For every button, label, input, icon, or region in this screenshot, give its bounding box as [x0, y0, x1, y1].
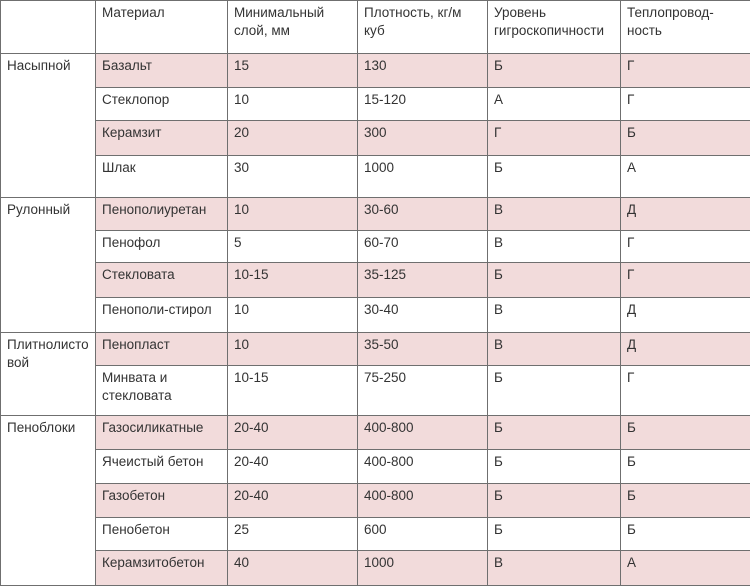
table-cell: Г [621, 54, 750, 88]
table-cell: В [488, 231, 621, 263]
table-cell: Керамзитобетон [96, 551, 228, 586]
table-cell: 20-40 [228, 484, 358, 518]
table-cell: В [488, 198, 621, 231]
group-cell: Насыпной [1, 54, 96, 198]
header-cell: Материал [96, 1, 228, 54]
table-cell: 20-40 [228, 450, 358, 484]
group-cell: Плитнолистовой [1, 333, 96, 416]
table-cell: А [621, 156, 750, 198]
table-cell: 300 [358, 121, 488, 156]
header-cell: Теплопровод-ность [621, 1, 750, 54]
table-cell: Шлак [96, 156, 228, 198]
table-cell: 1000 [358, 551, 488, 586]
table-row [1, 416, 750, 450]
table-row [1, 298, 750, 333]
table-cell: 40 [228, 551, 358, 586]
table-cell: Б [488, 366, 621, 416]
table-row [1, 88, 750, 121]
table-cell: Керамзит [96, 121, 228, 156]
table-cell: 35-125 [358, 263, 488, 298]
table-row [1, 121, 750, 156]
table-cell: 15 [228, 54, 358, 88]
table-cell: 400-800 [358, 450, 488, 484]
table-cell: 25 [228, 518, 358, 551]
table-cell: Б [488, 484, 621, 518]
header-row [1, 1, 750, 54]
table-cell: 35-50 [358, 333, 488, 366]
table-row [1, 231, 750, 263]
table-cell: В [488, 551, 621, 586]
table-cell: 75-250 [358, 366, 488, 416]
table-cell: Минвата и стекловата [96, 366, 228, 416]
table-cell: Б [488, 450, 621, 484]
table-cell: 15-120 [358, 88, 488, 121]
table-cell: Газобетон [96, 484, 228, 518]
table-cell: 400-800 [358, 484, 488, 518]
table-row [1, 54, 750, 88]
group-cell: Пеноблоки [1, 416, 96, 586]
table-cell: Д [621, 198, 750, 231]
table-cell: А [488, 88, 621, 121]
table-cell: Б [488, 156, 621, 198]
table-row [1, 156, 750, 198]
table-cell: Г [621, 366, 750, 416]
table-cell: Г [621, 231, 750, 263]
table-cell: Г [621, 88, 750, 121]
table-cell: 5 [228, 231, 358, 263]
table-cell: В [488, 333, 621, 366]
table-row [1, 518, 750, 551]
table-cell: Д [621, 298, 750, 333]
table-row [1, 366, 750, 416]
table-cell: В [488, 298, 621, 333]
table-cell: Пенофол [96, 231, 228, 263]
table-cell: 10 [228, 333, 358, 366]
table-cell: Б [488, 416, 621, 450]
table-row [1, 484, 750, 518]
group-cell: Рулонный [1, 198, 96, 333]
table-cell: Г [488, 121, 621, 156]
table-row [1, 263, 750, 298]
table-cell: Б [621, 518, 750, 551]
table-cell: Пенополи-стирол [96, 298, 228, 333]
table-row [1, 551, 750, 586]
table-cell: 130 [358, 54, 488, 88]
table-cell: Пенопласт [96, 333, 228, 366]
table-cell: Стеклопор [96, 88, 228, 121]
table-cell: Б [488, 263, 621, 298]
table-row [1, 333, 750, 366]
table-cell: 30-60 [358, 198, 488, 231]
table-cell: 10-15 [228, 263, 358, 298]
table-cell: 10-15 [228, 366, 358, 416]
table-cell: Б [621, 484, 750, 518]
table-cell: 10 [228, 88, 358, 121]
table-cell: Базальт [96, 54, 228, 88]
table-cell: Газосиликатные [96, 416, 228, 450]
table-cell: Д [621, 333, 750, 366]
table-cell: Стекловата [96, 263, 228, 298]
table-cell: Б [488, 54, 621, 88]
header-cell [1, 1, 96, 54]
table-cell: 30 [228, 156, 358, 198]
table-cell: 60-70 [358, 231, 488, 263]
header-cell: Плотность, кг/м куб [358, 1, 488, 54]
table-cell: Г [621, 263, 750, 298]
table-cell: 30-40 [358, 298, 488, 333]
table-cell: 20-40 [228, 416, 358, 450]
table-cell: А [621, 551, 750, 586]
table-row [1, 198, 750, 231]
header-cell: Уровень гигроскопичности [488, 1, 621, 54]
table-cell: Б [621, 121, 750, 156]
table-cell: Б [621, 450, 750, 484]
table-cell: Пенополиуретан [96, 198, 228, 231]
table-cell: 10 [228, 298, 358, 333]
table-cell: Б [621, 416, 750, 450]
table-cell: Ячеистый бетон [96, 450, 228, 484]
table-cell: 600 [358, 518, 488, 551]
table-cell: Б [488, 518, 621, 551]
table-cell: 20 [228, 121, 358, 156]
table-cell: 400-800 [358, 416, 488, 450]
header-cell: Минимальный слой, мм [228, 1, 358, 54]
table-cell: Пенобетон [96, 518, 228, 551]
table-row [1, 450, 750, 484]
table-cell: 1000 [358, 156, 488, 198]
table-cell: 10 [228, 198, 358, 231]
